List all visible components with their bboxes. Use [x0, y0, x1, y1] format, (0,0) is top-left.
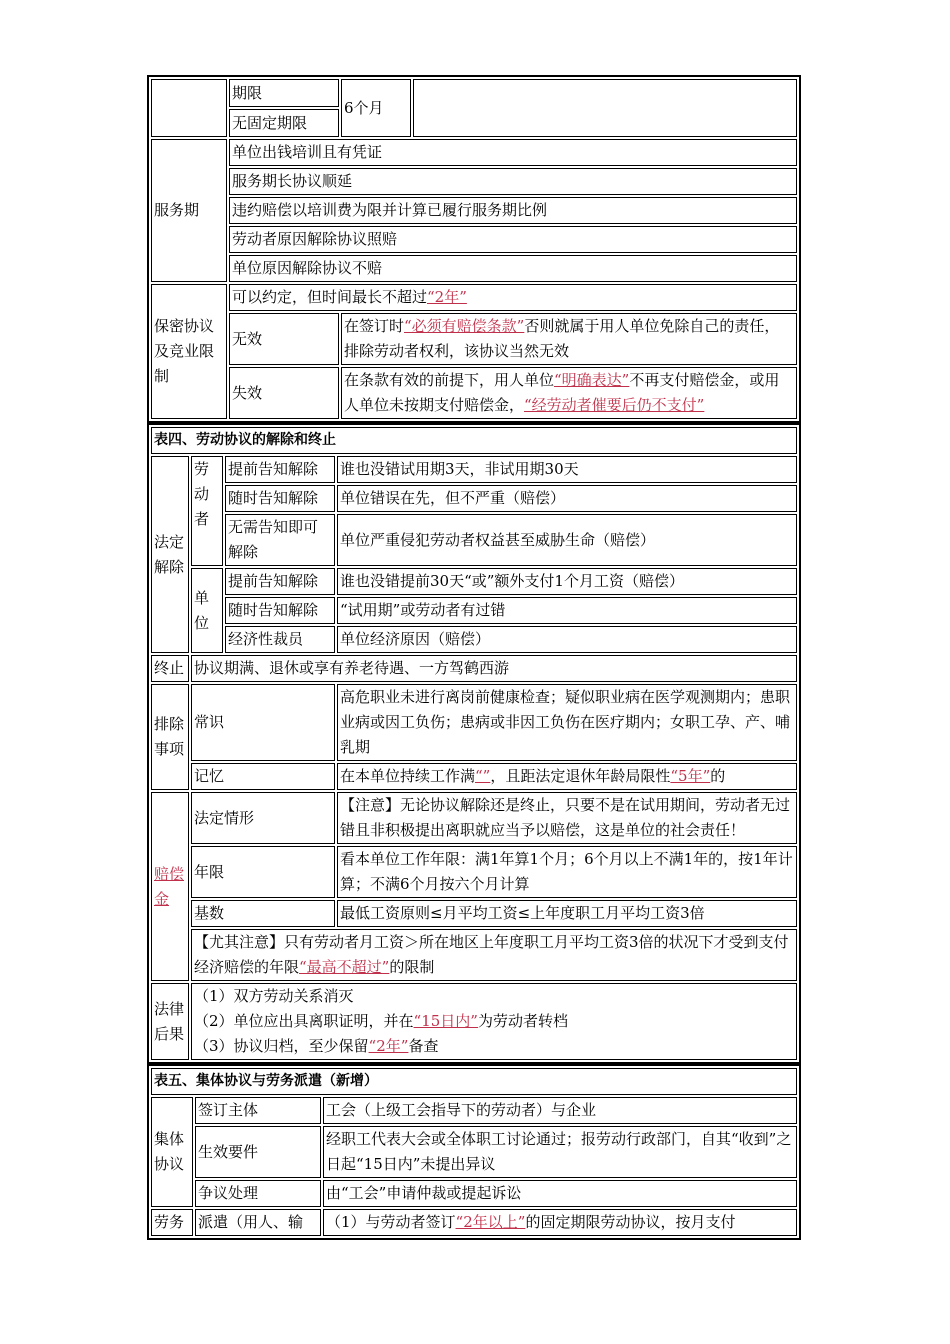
fifteen-days-highlight: “15日内” — [413, 1012, 478, 1030]
collective-agreement-label: 集体协议 — [151, 1097, 193, 1207]
lapse-text-pre: 在条款有效的前提下，用人单位 — [344, 371, 555, 389]
agreement-limit-cell — [229, 284, 797, 311]
five-years-highlight: “5年” — [670, 767, 711, 785]
termination-type: 随时告知解除 — [225, 485, 335, 512]
two-years-plus-highlight: “2年以上” — [455, 1213, 526, 1231]
consequence-item — [194, 1009, 794, 1034]
termination-rule: 谁也没错提前30天“或”额外支付1个月工资（赔偿） — [337, 568, 797, 595]
service-item: 劳动者原因解除协议照赔 — [229, 226, 797, 253]
termination-rule: 单位错误在先，但不严重（赔偿） — [337, 485, 797, 512]
blank-cell — [413, 79, 797, 137]
memory-text-pre: 在本单位持续工作满 — [340, 767, 476, 785]
signing-party-value: 工会（上级工会指导下的劳动者）与企业 — [323, 1097, 797, 1124]
max-limit-highlight: “最高不超过” — [299, 958, 390, 976]
termination-rule: “试用期”或劳动者有过错 — [337, 597, 797, 624]
termination-type: 提前告知解除 — [225, 568, 335, 595]
special-note-post: 的限制 — [389, 958, 435, 976]
dispute-label: 争议处理 — [195, 1180, 321, 1207]
compensation-link[interactable]: 赔偿金 — [154, 864, 185, 908]
six-months-value: 6个月 — [341, 79, 411, 137]
table-five — [147, 1064, 801, 1240]
exclusions-label: 排除事项 — [151, 684, 189, 790]
lapse-text-mid: 不再支付赔偿金，或用人单位未按期支付赔偿金， — [344, 371, 780, 414]
memory-label: 记忆 — [191, 763, 335, 790]
expiry-label: 终止 — [151, 655, 189, 682]
consequence-item: （1）双方劳动关系消灭 — [194, 987, 354, 1005]
memory-cell — [337, 763, 797, 790]
worker-label: 劳动者 — [191, 456, 223, 566]
termination-rule: 单位严重侵犯劳动者权益甚至威胁生命（赔偿） — [337, 514, 797, 566]
termination-type: 无需告知即可解除 — [225, 514, 335, 566]
effective-condition-value: 经职工代表大会或全体职工讨论通过；报劳动行政部门，自其“收到”之日起“15日内”未提出异议 — [323, 1126, 797, 1178]
statutory-situation-value: 【注意】无论协议解除还是终止，只要不是在试用期间，劳动者无过错且非积极提出离职就应当予以赔偿，这是单位的社会责任！ — [337, 792, 797, 844]
memory-text-post: 的 — [710, 767, 726, 785]
service-item: 服务期长协议顺延 — [229, 168, 797, 195]
table-three-continued — [147, 75, 801, 423]
consequence-text-pre: （3）协议归档，至少保留 — [194, 1037, 369, 1055]
consequence-item — [194, 1034, 794, 1059]
signing-party-label: 签订主体 — [195, 1097, 321, 1124]
termination-type: 随时告知解除 — [225, 597, 335, 624]
statutory-termination-label: 法定解除 — [151, 456, 189, 653]
consequence-text-post: 备查 — [408, 1037, 439, 1055]
invalid-text-pre: 在签订时 — [344, 317, 405, 335]
termination-type: 经济性裁员 — [225, 626, 335, 653]
dispute-value: 由“工会”申请仲裁或提起诉讼 — [323, 1180, 797, 1207]
unpaid-after-demand-highlight: “经劳动者催要后仍不支付” — [524, 396, 705, 414]
compensation-label — [151, 792, 189, 981]
years-label: 年限 — [191, 846, 335, 898]
dispatch-text-post: 的固定期限劳动协议，按月支付 — [525, 1213, 736, 1231]
invalid-text-post: 否则就属于用人单位免除自己的责任，排除劳动者权利，该协议当然无效 — [344, 317, 780, 360]
termination-rule: 单位经济原因（赔偿） — [337, 626, 797, 653]
blank-cell — [151, 79, 227, 137]
termination-rule: 谁也没错试用期3天，非试用期30天 — [337, 456, 797, 483]
explicit-statement-highlight: “明确表达” — [554, 371, 630, 389]
invalid-label: 无效 — [229, 313, 339, 365]
agreement-limit-text: 可以约定，但时间最长不超过 — [232, 288, 428, 306]
empty-quote-highlight: “” — [475, 767, 491, 785]
invalid-cell — [341, 313, 797, 365]
years-value: 看本单位工作年限：满1年算1个月；6个月以上不满1年的，按1年计算；不满6个月按六个月计算 — [337, 846, 797, 898]
base-value: 最低工资原则≤月平均工资≤上年度职工月平均工资3倍 — [337, 900, 797, 927]
dispatch-text-pre: （1）与劳动者签订 — [326, 1213, 456, 1231]
lapse-label: 失效 — [229, 367, 339, 419]
table-four — [147, 423, 801, 1064]
memory-text-mid: ，且距法定退休年龄局限性 — [490, 767, 671, 785]
two-years-archive-highlight: “2年” — [368, 1037, 409, 1055]
consequence-text-pre: （2）单位应出具离职证明，并在 — [194, 1012, 414, 1030]
labor-dispatch-label: 劳务 — [151, 1209, 193, 1236]
confidentiality-label: 保密协议及竞业限制 — [151, 284, 227, 419]
special-note-pre: 【尤其注意】只有劳动者月工资＞所在地区上年度职工月平均工资3倍的状况下才受到支付经济赔偿的年限 — [194, 933, 789, 976]
employer-label: 单位 — [191, 568, 223, 653]
common-knowledge-value: 高危职业未进行离岗前健康检查；疑似职业病在医学观测期内；患职业病或因工负伤；患病或非因工负伤在医疗期内；女职工孕、产、哺乳期 — [337, 684, 797, 761]
dispatch-type-label: 派遣（用人、输 — [195, 1209, 321, 1236]
effective-condition-label: 生效要件 — [195, 1126, 321, 1178]
open-term-label: 无固定期限 — [229, 109, 339, 137]
common-knowledge-label: 常识 — [191, 684, 335, 761]
legal-consequence-cell — [191, 983, 797, 1060]
consequence-text-post: 为劳动者转档 — [477, 1012, 568, 1030]
compensation-clause-highlight: “必须有赔偿条款” — [404, 317, 525, 335]
service-item: 单位原因解除协议不赔 — [229, 255, 797, 282]
termination-type: 提前告知解除 — [225, 456, 335, 483]
lapse-cell — [341, 367, 797, 419]
two-years-highlight: “2年” — [427, 288, 467, 306]
base-label: 基数 — [191, 900, 335, 927]
service-period-label: 服务期 — [151, 139, 227, 282]
service-item: 单位出钱培训且有凭证 — [229, 139, 797, 166]
term-label: 期限 — [229, 79, 339, 107]
service-item: 违约赔偿以培训费为限并计算已履行服务期比例 — [229, 197, 797, 224]
table-four-title: 表四、劳动协议的解除和终止 — [151, 427, 797, 454]
document-page — [147, 75, 801, 1240]
legal-consequence-label: 法律后果 — [151, 983, 189, 1060]
dispatch-cell — [323, 1209, 797, 1236]
special-note-cell — [191, 929, 797, 981]
table-five-title: 表五、集体协议与劳务派遣（新增） — [151, 1068, 797, 1095]
statutory-situation-label: 法定情形 — [191, 792, 335, 844]
expiry-value: 协议期满、退休或享有养老待遇、一方驾鹤西游 — [191, 655, 797, 682]
